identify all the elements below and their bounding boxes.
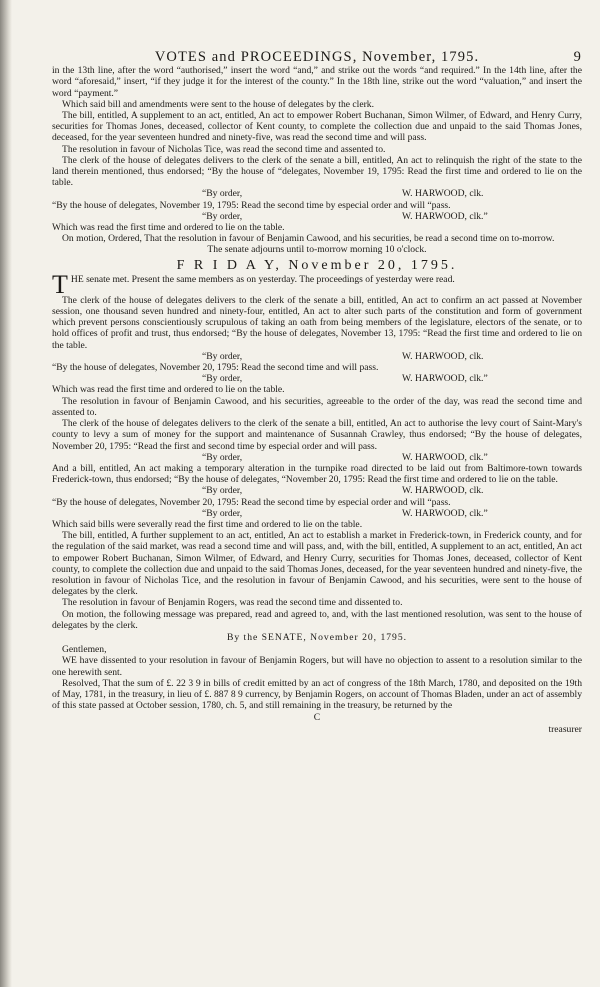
- by-order: “By order,: [202, 485, 243, 497]
- signature-mark: C: [313, 712, 321, 724]
- salutation: Gentlemen,: [62, 644, 107, 656]
- by-order: “By order,: [202, 373, 243, 385]
- signature-line: [52, 508, 582, 519]
- paragraph: “By the house of delegates, November 19, 1795: Read the second time by especial order and will “pass.: [52, 199, 451, 211]
- paragraph: The clerk of the house of delegates delivers to the clerk of the senate a bill, entitled, An act to relinquish the right of the state to the land therein mentioned, thus endorsed; “By the house of “delegates, November 19, 1795: Read the first time and ordered to lie on the table.: [52, 154, 582, 189]
- paragraph: On motion, the following message was prepared, read and agreed to, and, with the last mentioned resolution, was sent to the house of delegates by the clerk.: [52, 608, 582, 631]
- page-number: 9: [573, 49, 582, 65]
- paragraph: The resolution in favour of Benjamin Cawood, and his securities, agreeable to the order of the day, was read the second time and assented to.: [52, 395, 582, 418]
- clerk-name: W. HARWOOD, clk.: [402, 350, 484, 362]
- paragraph: The resolution in favour of Benjamin Rogers, was read the second time and dissented to.: [62, 597, 403, 609]
- paragraph: The bill, entitled, A supplement to an act, entitled, An act to empower Robert Buchanan, Simon Wilmer, of Edward, and Henry Curry, securities for Thomas Jones, deceased, collector of Kent county, to complete the collection due and unpaid to the said Thomas Jones, deceased, for the year seventeen hundred and ninety-five, was read the second time and will pass.: [52, 110, 582, 144]
- paragraph: Which said bills were severally read the first time and ordered to lie on the table.: [52, 518, 363, 530]
- clerk-name: W. HARWOOD, clk.: [402, 485, 484, 497]
- catchword: treasurer: [548, 723, 582, 735]
- adjournment: The senate adjourns until to-morrow morning 10 o'clock.: [207, 244, 427, 256]
- signature-line: [52, 452, 582, 463]
- by-order: “By order,: [202, 451, 243, 463]
- by-order: “By order,: [202, 350, 243, 362]
- page-content: [52, 49, 582, 735]
- paragraph: “By the house of delegates, November 20, 1795: Read the second time and will pass.: [52, 362, 379, 374]
- paragraph: The clerk of the house of delegates delivers to the clerk of the senate a bill, entitled, An act to authorise the levy court of Saint-Mary's county to levy a sum of money for the support and maintenance of Susannah Crawley, thus endorsed; “By the house of delegates, November 20, 1795: “Read the first and second time by especial order and will pass.: [52, 418, 582, 452]
- clerk-name: W. HARWOOD, clk.”: [402, 507, 488, 519]
- clerk-name: W. HARWOOD, clk.”: [402, 210, 488, 222]
- resolution-text: Resolved, That the sum of £. 22 3 9 in bills of credit emitted by an act of congress of the 18th March, 1780, and deposited on the 19th of May, 1781, in the treasury, in lieu of £. 887 8 9 currency, by Benjamin Rogers, on account of Thomas Bladen, under an act of assembly of this state passed at October session, 1780, ch. 5, and still remaining in the treasury, be returned by the: [52, 677, 582, 712]
- paragraph: Which said bill and amendments were sent to the house of delegates by the clerk.: [62, 98, 374, 110]
- running-header: [52, 49, 582, 65]
- paragraph: The bill, entitled, A further supplement to an act, entitled, An act to establish a market in Frederick-town, in Frederick county, and for the regulation of the said market, was read a second time and will pass, and, with the bill, entitled, A supplement to an act, entitled, An act to empower Robert Buchanan, Simon Wilmer, of Edward, and Henry Curry, securities for Thomas Jones, deceased, collector of Kent county, to complete the collection due and unpaid to the said Thomas Jones, deceased, for the year seventeen hundred and ninety-five, the resolution in favour of Nicholas Tice, and the resolution in favour of Benjamin Cawood, and his securities, were sent to the house of delegates by the clerk.: [52, 530, 582, 598]
- drop-cap: T: [52, 269, 68, 299]
- paragraph: “By the house of delegates, November 20, 1795: Read the second time by especial order and will “pass.: [52, 496, 451, 508]
- senate-heading: By the SENATE, November 20, 1795.: [226, 631, 408, 643]
- continued-text: in the 13th line, after the word “authorised,” insert the word “and,” and strike out the words “and required.” In the 14th line, after the word “aforesaid,” insert, “if they judge it for the interest of the county.” In the 18th line, strike out the word “valuation,” and insert the word “payment.”: [52, 65, 582, 99]
- signature-line: [52, 485, 582, 496]
- header-title: VOTES and PROCEEDINGS, November, 1795.: [154, 49, 480, 65]
- by-order: “By order,: [202, 210, 243, 222]
- clerk-name: W. HARWOOD, clk.”: [402, 373, 488, 385]
- opening-text: HE senate met. Present the same members as on yesterday. The proceedings of yesterday were read.: [70, 273, 455, 285]
- by-order: “By order,: [202, 507, 243, 519]
- paragraph: And a bill, entitled, An act making a temporary alteration in the turnpike road directed to be laid out from Baltimore-town towards Frederick-town, thus endorsed; “By the house of delegates, “November 20, 1795: Read the first time and ordered to lie on the table.: [52, 462, 582, 486]
- paragraph: The resolution in favour of Nicholas Tice, was read the second time and assented to.: [62, 143, 386, 155]
- message-text: WE have dissented to your resolution in favour of Benjamin Rogers, but will have no objection to assent to a resolution similar to the one herewith sent.: [52, 655, 582, 678]
- signature-line: [52, 188, 582, 199]
- binding-edge: [0, 0, 12, 987]
- signature-line: [52, 351, 582, 362]
- clerk-name: W. HARWOOD, clk.”: [402, 451, 488, 463]
- clerk-name: W. HARWOOD, clk.: [402, 188, 484, 200]
- by-order: “By order,: [202, 188, 243, 200]
- paragraph: The clerk of the house of delegates delivers to the clerk of the senate a bill, entitled, An act to confirm an act passed at November session, one thousand seven hundred and ninety-four, entitled, An act to alter such parts of the constitution and form of government which prevent persons conscientiously scrupulous of taking an oath from being members of the legislature, electors of the senate, or to hold offices of profit and trust, thus endorsed; “By the house of delegates, November 13, 1795: “Read the first time and ordered to lie on the table.: [52, 294, 582, 351]
- day-heading: F R I D A Y, November 20, 1795.: [176, 257, 458, 273]
- signature-line: [52, 373, 582, 384]
- paragraph: Which was read the first time and ordered to lie on the table.: [52, 384, 285, 396]
- signature-line: [52, 211, 582, 222]
- opening-paragraph: [52, 269, 582, 299]
- paragraph: On motion, Ordered, That the resolution in favour of Benjamin Cawood, and his securities, be read a second time on to-morrow.: [62, 233, 555, 245]
- paragraph: Which was read the first time and ordered to lie on the table.: [52, 222, 285, 234]
